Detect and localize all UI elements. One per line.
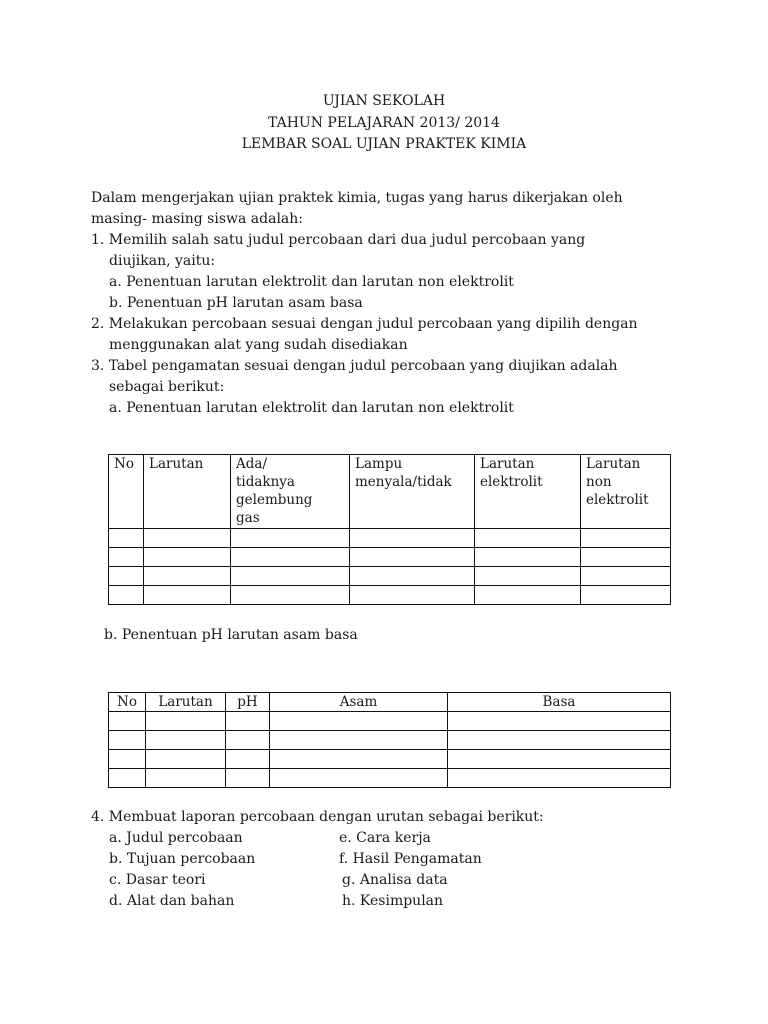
table-electrolyte-cell (475, 567, 581, 586)
table-electrolyte-cell (475, 586, 581, 605)
table-ph-cell (448, 769, 671, 788)
item-1-option-b: b. Penentuan pH larutan asam basa (109, 295, 363, 311)
table-ph-row (109, 712, 671, 731)
item-2-line-1: 2. Melakukan percobaan sesuai dengan judul percobaan yang dipilih dengan (91, 316, 638, 332)
table-electrolyte-row (109, 586, 671, 605)
table-ph (108, 692, 671, 788)
table-electrolyte-cell (475, 548, 581, 567)
item-1-line-1: 1. Memilih salah satu judul percobaan dari dua judul percobaan yang (91, 232, 586, 248)
table-electrolyte-header-text: Larutan non elektrolit (586, 456, 649, 508)
table-ph-cell (448, 731, 671, 750)
table-electrolyte-cell (109, 567, 144, 586)
table-electrolyte-row (109, 529, 671, 548)
table-ph-cell (270, 750, 448, 769)
table-electrolyte-cell (231, 548, 350, 567)
table-electrolyte-header-text: Ada/ tidaknya gelembung gas (236, 456, 313, 526)
table-ph-cell (146, 731, 226, 750)
table-ph-cell (109, 712, 146, 731)
table-electrolyte-header-cell (350, 455, 475, 529)
table-electrolyte-cell (144, 529, 231, 548)
item-1-option-a: a. Penentuan larutan elektrolit dan larutan non elektrolit (109, 274, 514, 290)
table-electrolyte-cell (109, 586, 144, 605)
item-3-line-2: sebagai berikut: (109, 379, 225, 395)
table-ph-cell (109, 769, 146, 788)
item-4-right-0: e. Cara kerja (339, 830, 431, 846)
table-ph-header-row (109, 693, 671, 712)
table-electrolyte-cell (475, 529, 581, 548)
table-electrolyte-cell (231, 586, 350, 605)
table-electrolyte-row (109, 567, 671, 586)
table-ph-header-cell: Basa (448, 693, 671, 712)
table-electrolyte-header-cell (231, 455, 350, 529)
item-2-line-2: menggunakan alat yang sudah disediakan (109, 337, 408, 353)
table-ph-cell (109, 731, 146, 750)
table-electrolyte-header-cell: No (109, 455, 144, 529)
table-ph-header-cell: pH (226, 693, 270, 712)
table-ph-cell (109, 750, 146, 769)
table-ph-cell (146, 712, 226, 731)
table-ph-cell (226, 712, 270, 731)
table-electrolyte-header-cell (475, 455, 581, 529)
item-4-left-0: a. Judul percobaan (109, 830, 243, 846)
header-year: TAHUN PELAJARAN 2013/ 2014 (268, 115, 500, 131)
table-ph-header-cell: Larutan (146, 693, 226, 712)
item-4-left-3: d. Alat dan bahan (109, 893, 235, 909)
table-ph-row (109, 750, 671, 769)
table-electrolyte-cell (350, 548, 475, 567)
table-electrolyte-header-cell: Larutan (144, 455, 231, 529)
table-electrolyte-cell (144, 586, 231, 605)
table-ph-cell (226, 750, 270, 769)
item-3-option-a: a. Penentuan larutan elektrolit dan larutan non elektrolit (109, 400, 514, 416)
header-subject: LEMBAR SOAL UJIAN PRAKTEK KIMIA (241, 136, 527, 152)
header-title: UJIAN SEKOLAH (322, 93, 446, 109)
table-ph-header-cell: No (109, 693, 146, 712)
table-ph-cell (270, 731, 448, 750)
table-electrolyte-cell (350, 586, 475, 605)
intro-line-1: Dalam mengerjakan ujian praktek kimia, tugas yang harus dikerjakan oleh (91, 190, 623, 206)
table-electrolyte-cell (350, 567, 475, 586)
intro-line-2: masing- masing siswa adalah: (91, 211, 303, 227)
table-electrolyte-cell (231, 567, 350, 586)
table-electrolyte-row (109, 548, 671, 567)
item-3-line-1: 3. Tabel pengamatan sesuai dengan judul percobaan yang diujikan adalah (91, 358, 618, 374)
table-electrolyte-cell (581, 567, 671, 586)
table-electrolyte-cell (109, 548, 144, 567)
table-ph-cell (448, 712, 671, 731)
table-electrolyte (108, 454, 671, 605)
table-electrolyte-header-row (109, 455, 671, 529)
item-4-left-1: b. Tujuan percobaan (109, 851, 256, 867)
table-ph-header-cell: Asam (270, 693, 448, 712)
table-ph-row (109, 769, 671, 788)
table-ph-cell (448, 750, 671, 769)
item-4-line-1: 4. Membuat laporan percobaan dengan urutan sebagai berikut: (91, 809, 544, 825)
table-electrolyte-cell (231, 529, 350, 548)
table-ph-cell (226, 769, 270, 788)
table-electrolyte-cell (581, 548, 671, 567)
item-4-right-2: g. Analisa data (342, 872, 448, 888)
table-electrolyte-header-text: Lampu menyala/tidak (355, 456, 452, 490)
table-electrolyte-cell (144, 548, 231, 567)
item-4-right-1: f. Hasil Pengamatan (339, 851, 482, 867)
table-ph-cell (146, 750, 226, 769)
table-ph-cell (226, 731, 270, 750)
table-electrolyte-header-text: Larutan elektrolit (480, 456, 543, 490)
section-b-title: b. Penentuan pH larutan asam basa (104, 627, 358, 643)
item-1-line-2: diujikan, yaitu: (109, 253, 216, 269)
table-electrolyte-cell (350, 529, 475, 548)
table-electrolyte-cell (144, 567, 231, 586)
table-ph-cell (146, 769, 226, 788)
table-electrolyte-header-cell (581, 455, 671, 529)
item-4-right-3: h. Kesimpulan (342, 893, 444, 909)
table-ph-cell (270, 769, 448, 788)
table-electrolyte-cell (109, 529, 144, 548)
table-ph-cell (270, 712, 448, 731)
table-electrolyte-cell (581, 529, 671, 548)
item-4-left-2: c. Dasar teori (109, 872, 206, 888)
table-ph-row (109, 731, 671, 750)
table-electrolyte-cell (581, 586, 671, 605)
